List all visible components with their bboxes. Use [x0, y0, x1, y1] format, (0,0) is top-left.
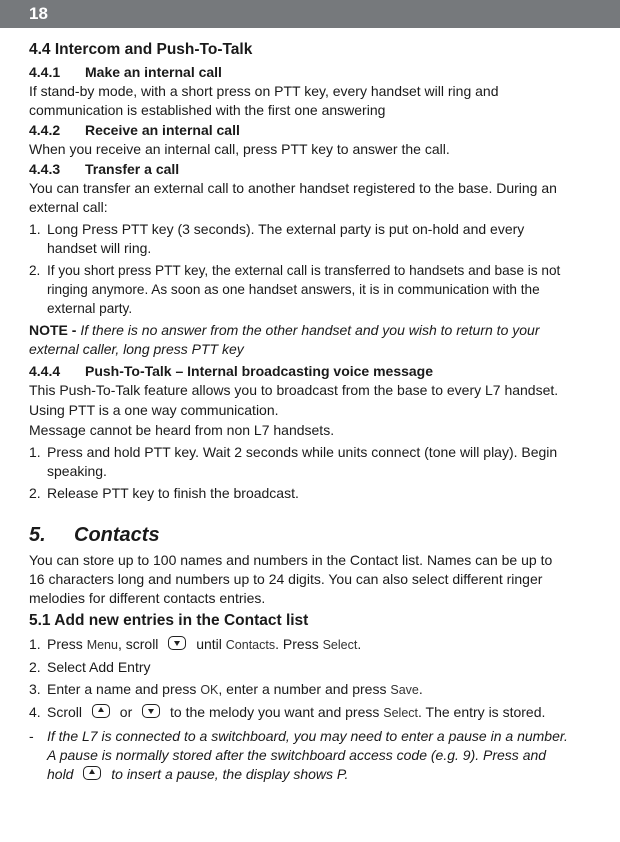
list-item — [29, 680, 569, 700]
note-paragraph — [29, 321, 569, 359]
scroll-up-key-icon — [83, 766, 101, 780]
list-item-number: 1. — [29, 636, 41, 652]
scroll-down-key-icon — [168, 636, 186, 650]
step-text: or — [115, 704, 137, 720]
note-text: If there is no answer from the other handset and you wish to return to your external caller, long press PTT key — [29, 322, 540, 357]
list-item — [29, 703, 569, 723]
transfer-steps-list — [29, 220, 569, 318]
section-4-4-3-heading — [29, 160, 569, 179]
list-item — [29, 443, 569, 481]
scroll-down-key-icon — [142, 704, 160, 718]
heading-title: Push-To-Talk – Internal broadcasting voice message — [85, 363, 434, 379]
section-4-4-4-text: Using PTT is a one way communication. — [29, 402, 279, 418]
section-4-4-2-heading — [29, 121, 569, 140]
section-4-4-4-heading — [29, 362, 569, 381]
step-text: Press — [47, 636, 87, 652]
step-text: , enter a number and press — [218, 681, 391, 697]
save-key-label: Save — [390, 683, 419, 697]
contacts-intro-text: You can store up to 100 names and numbers in the Contact list. Names can be up to 16 characters long and numbers up to 24 digits. You can also select different ringer melodies for different contacts entries. — [29, 552, 553, 606]
heading-number: 4.4.1 — [29, 64, 61, 80]
list-item-text: Press and hold PTT key. Wait 2 seconds while units connect (tone will play). Begin speaking. — [47, 444, 558, 479]
section-4-4-4-text: This Push-To-Talk feature allows you to broadcast from the base to every L7 handset. — [29, 382, 559, 398]
list-item — [29, 658, 569, 677]
page-content — [29, 39, 569, 784]
list-item — [29, 261, 569, 318]
section-4-4-4-text: Message cannot be heard from non L7 handsets. — [29, 422, 335, 438]
section-4-4-3-text: You can transfer an external call to another handset registered to the base. During an external call: — [29, 180, 557, 215]
chapter-number: 5. — [29, 524, 46, 546]
section-5-1-heading: 5.1 Add new entries in the Contact list — [29, 612, 309, 629]
chapter-title: Contacts — [74, 524, 160, 546]
list-item-number: 3. — [29, 681, 41, 697]
step-text: to the melody you want and press — [166, 704, 384, 720]
list-item-number: 4. — [29, 704, 41, 720]
heading-number: 4.4.3 — [29, 161, 61, 177]
section-4-4-1-text: If stand-by mode, with a short press on PTT key, every handset will ring and communication is established with the first one answering — [29, 83, 499, 118]
section-4-4-2-text: When you receive an internal call, press PTT key to answer the call. — [29, 141, 450, 157]
step-text: . — [418, 681, 423, 697]
note-label: NOTE - — [29, 322, 77, 338]
step-text: Enter a name and press — [47, 681, 201, 697]
ptt-steps-list — [29, 443, 569, 503]
step-text: . Press — [275, 636, 323, 652]
section-4-4-1-heading — [29, 63, 569, 82]
add-entry-steps-list — [29, 635, 569, 723]
list-item-text: Select Add Entry — [47, 659, 151, 675]
step-text: , scroll — [117, 636, 163, 652]
chapter-5-heading — [29, 523, 569, 547]
list-item-number: 2. — [29, 659, 41, 675]
page-number: 18 — [29, 4, 48, 23]
select-key-label: Select — [322, 638, 358, 652]
list-item — [29, 635, 569, 655]
list-item-text: Release PTT key to finish the broadcast. — [47, 485, 299, 501]
heading-title: Make an internal call — [85, 64, 222, 80]
list-item — [29, 220, 569, 258]
list-item-number: 2. — [29, 263, 41, 278]
heading-number: 4.4.4 — [29, 363, 61, 379]
menu-key-label: Menu — [86, 638, 118, 652]
note-text: If the L7 is connected to a switchboard, you may need to enter a pause in a number. A pause is normally stored after the switchboard access code (e.g. 9). Press and hold — [47, 728, 568, 782]
step-text: until — [192, 636, 226, 652]
page-header-bar — [0, 0, 620, 28]
heading-title: Transfer a call — [85, 161, 180, 177]
heading-title: Receive an internal call — [85, 122, 240, 138]
note-text: to insert a pause, the display shows P. — [107, 766, 349, 782]
select-key-label: Select — [383, 706, 419, 720]
contacts-key-label: Contacts — [225, 638, 276, 652]
list-item-text: If you short press PTT key, the external call is transferred to handsets and base is not ringing anymore. As soon as one handset answers, it is in communication with the external party. — [47, 263, 561, 316]
list-item-number: 1. — [29, 444, 41, 460]
step-text: . The entry is stored. — [418, 704, 546, 720]
list-item-number: 2. — [29, 485, 41, 501]
heading-number: 4.4.2 — [29, 122, 61, 138]
list-item — [29, 484, 569, 503]
list-item-number: 1. — [29, 221, 41, 237]
scroll-up-key-icon — [92, 704, 110, 718]
dash-marker: - — [29, 728, 34, 744]
switchboard-note — [29, 727, 569, 784]
list-item-text: Long Press PTT key (3 seconds). The external party is put on-hold and every handset will ring. — [47, 221, 525, 256]
section-4-4-heading: 4.4 Intercom and Push-To-Talk — [29, 41, 253, 58]
step-text: . — [357, 636, 362, 652]
step-text: Scroll — [47, 704, 86, 720]
ok-key-label: OK — [200, 683, 219, 697]
